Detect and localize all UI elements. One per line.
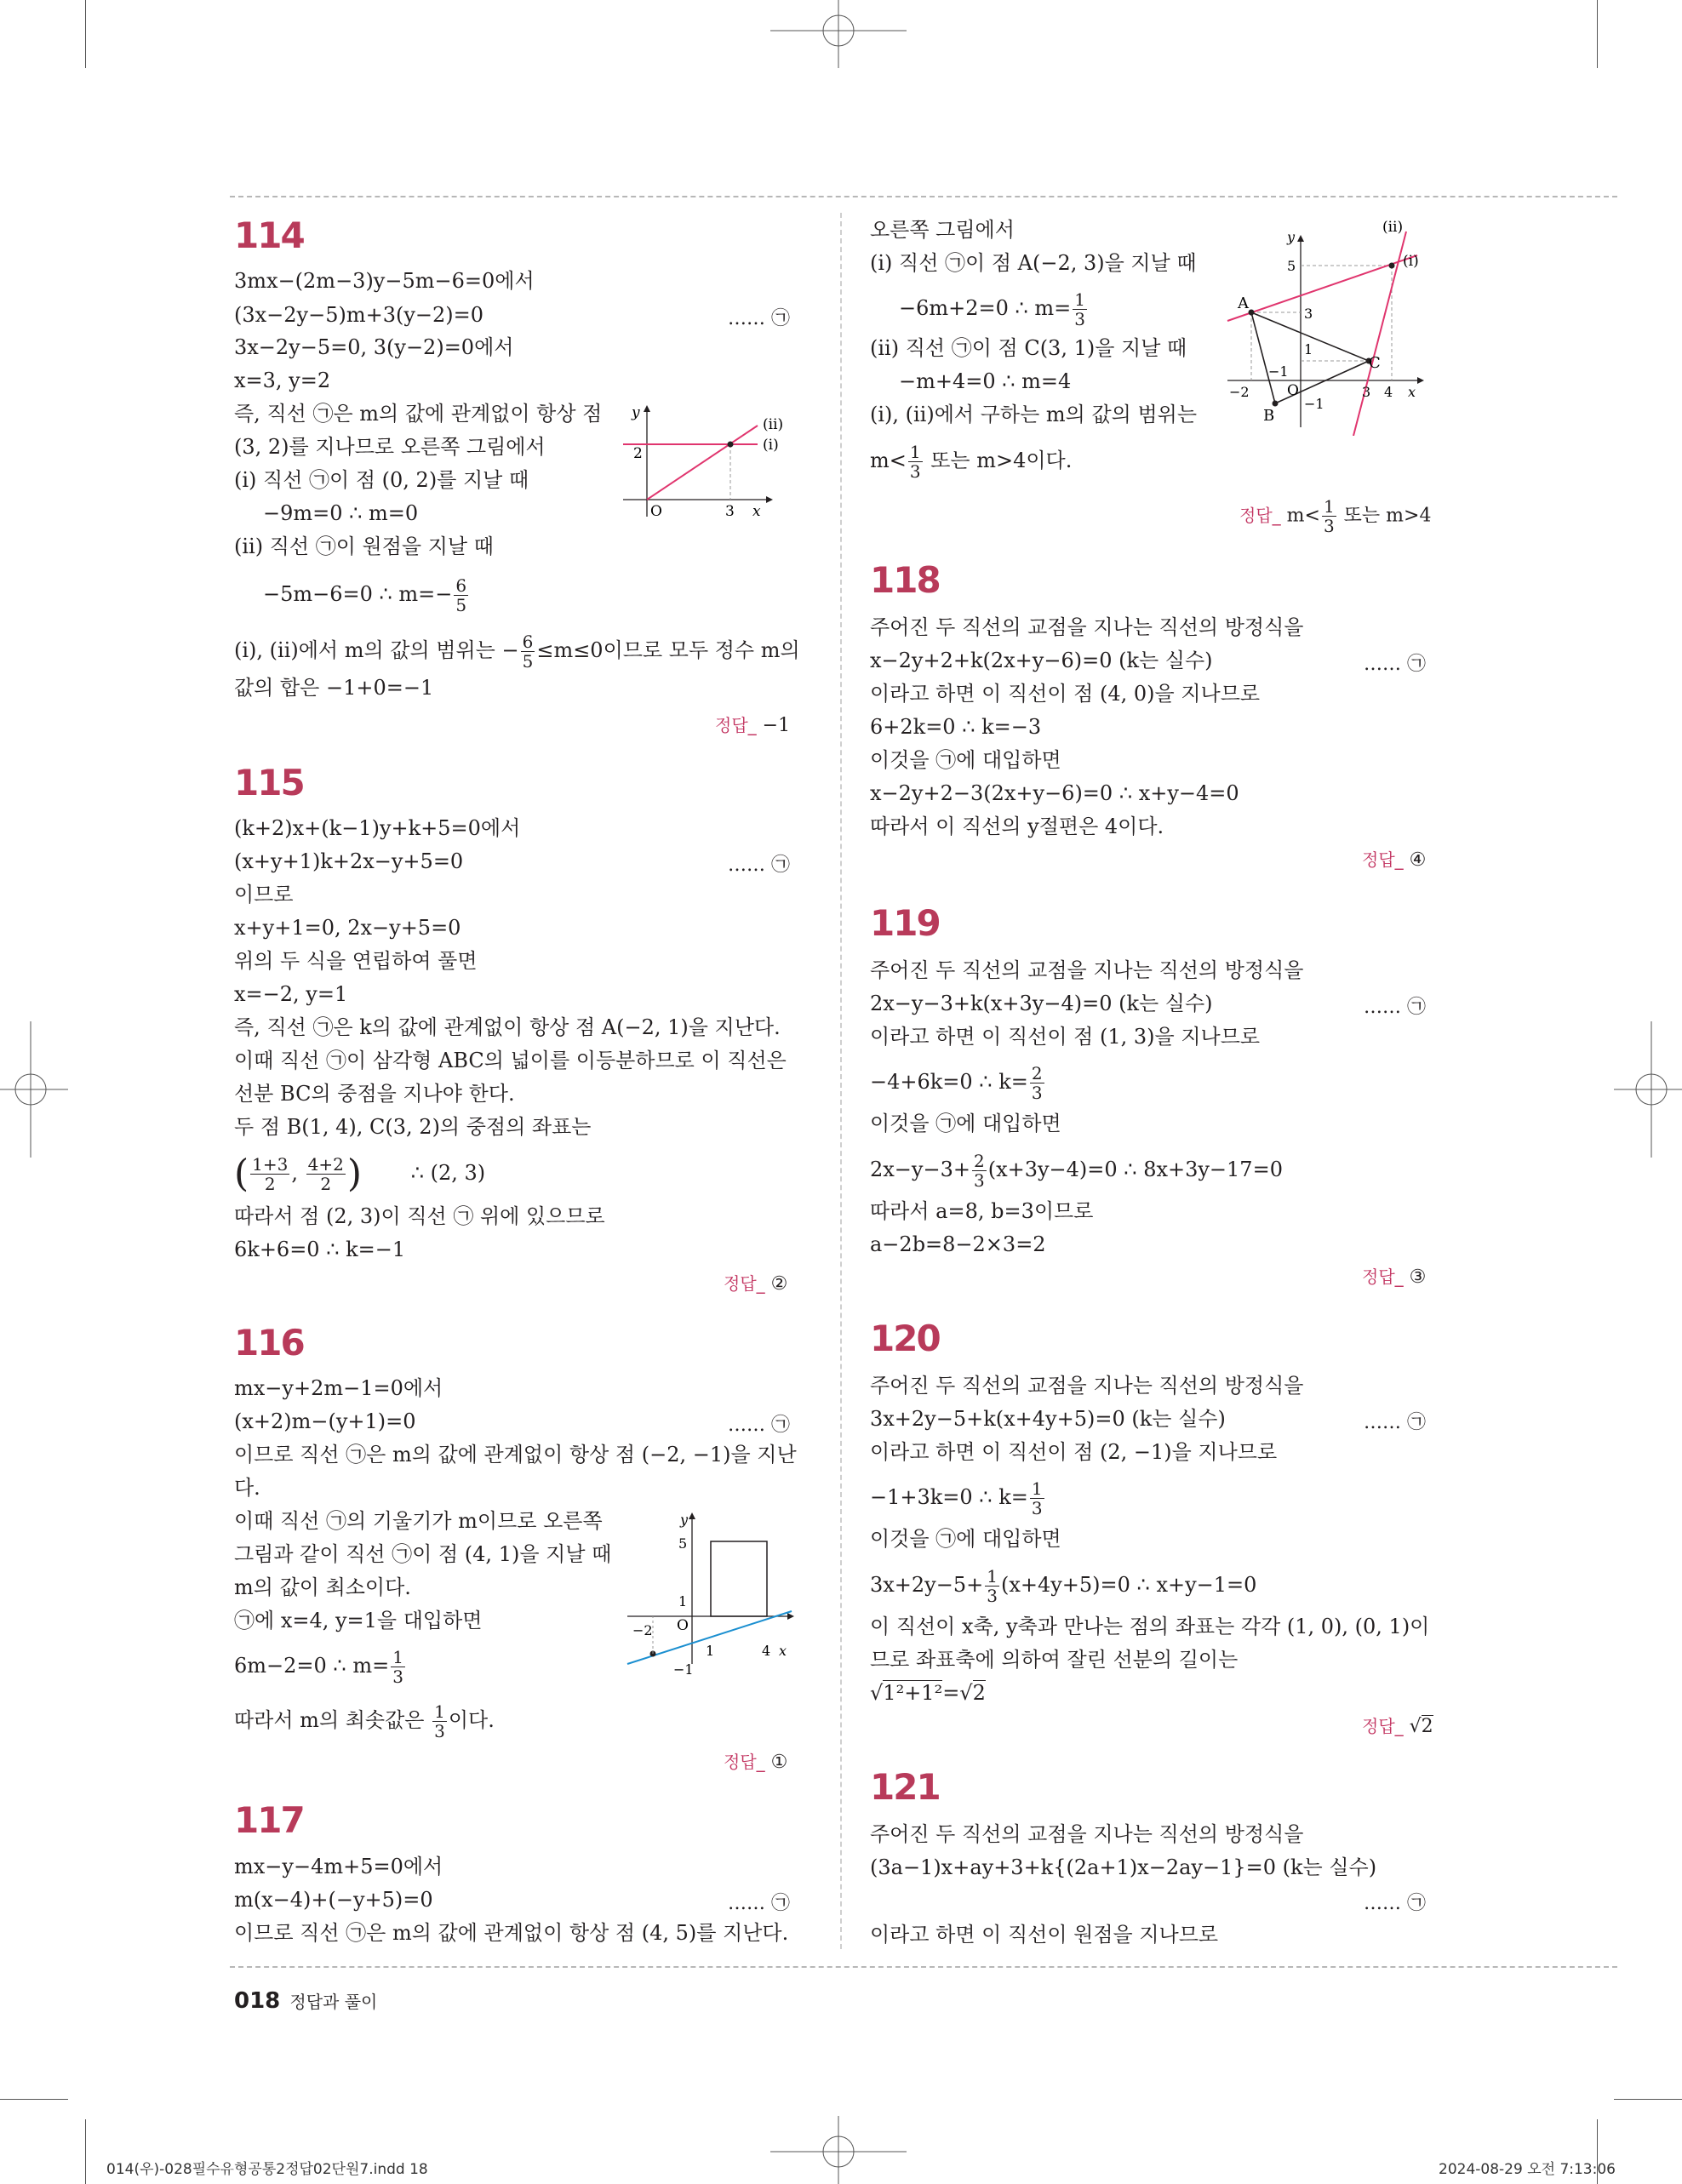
point-label: B	[1263, 407, 1275, 425]
equation-text: ∴ (2, 3)	[410, 1161, 486, 1185]
answer	[1362, 1263, 1426, 1288]
text-line: 이므로 직선 ㉠은 m의 값에 관계없이 항상 점 (−2, −1)을 지난	[234, 1443, 797, 1466]
answer-value: −1	[762, 715, 791, 736]
equation-text: 따라서 m의 최솟값은	[234, 1708, 425, 1732]
radicand: 1²+1²	[883, 1681, 943, 1705]
equation-mark: …… ㉠	[1364, 1412, 1426, 1433]
numerator: 1	[1031, 1478, 1043, 1499]
axis-label: x	[752, 503, 761, 520]
equation-text: (x+4y+5)=0 ∴ x+y−1=0	[1000, 1573, 1257, 1597]
text-line	[870, 1064, 1046, 1102]
text-line: ㉠에 x=4, y=1을 대입하면	[234, 1609, 483, 1632]
text-line: (ⅱ) 직선 ㉠이 점 C(3, 1)을 지날 때	[870, 336, 1187, 360]
text-line: 이라고 하면 이 직선이 원점을 지나므로	[870, 1923, 1219, 1947]
answer-label: 정답_	[724, 1752, 765, 1772]
numerator: 1+3	[252, 1154, 289, 1175]
page-number: 018	[234, 1988, 281, 2014]
tick-label: 3	[725, 503, 735, 520]
answer	[724, 1748, 787, 1773]
answer	[724, 1270, 787, 1295]
text-line: 주어진 두 직선의 교점을 지나는 직선의 방정식을	[870, 615, 1304, 639]
equation-text: −1+3k=0 ∴ k=	[870, 1485, 1028, 1509]
answer-label: 정답_	[724, 1273, 765, 1294]
answer-value: ①	[770, 1752, 788, 1773]
registration-mark-left	[0, 1021, 68, 1158]
text-line: (3, 2)를 지나므로 오른쪽 그림에서	[234, 435, 546, 459]
text-line	[234, 632, 800, 671]
tick-label: 2	[633, 445, 643, 462]
fraction	[391, 1648, 405, 1686]
text-line: 므로 좌표축에 의하여 잘린 선분의 길이는	[870, 1648, 1239, 1672]
text-line: 다.	[234, 1476, 260, 1500]
text-line: 즉, 직선 ㉠은 m의 값에 관계없이 항상 점	[234, 402, 603, 426]
text-line	[263, 576, 470, 615]
answer-value: ③	[1409, 1266, 1427, 1288]
numerator: 1	[987, 1566, 998, 1587]
axis-label: y	[680, 1512, 689, 1528]
text-line: 두 점 B(1, 4), C(3, 2)의 중점의 좌표는	[234, 1115, 592, 1139]
graph-116	[626, 1511, 796, 1681]
top-divider	[230, 196, 1617, 197]
sqrt-sign: √	[870, 1681, 884, 1705]
numerator: 4+2	[307, 1154, 344, 1175]
text-line: 이때 직선 ㉠의 기울기가 m이므로 오른쪽	[234, 1509, 603, 1533]
tick-label: −1	[1304, 396, 1324, 412]
text-line: x=−2, y=1	[234, 982, 348, 1006]
comma: ,	[291, 1161, 299, 1185]
answer-label: 정답_	[715, 715, 757, 735]
sqrt-sign: √	[959, 1681, 973, 1705]
equation-mark: …… ㉠	[1364, 1893, 1426, 1914]
fraction	[521, 632, 535, 671]
fraction	[306, 1155, 346, 1193]
text-line: 따라서 이 직선의 y절편은 4이다.	[870, 815, 1164, 838]
axis-label: y	[1287, 229, 1296, 245]
equation-mark: …… ㉠	[728, 1893, 790, 1914]
fraction	[1030, 1064, 1044, 1102]
problem-number: 116	[234, 1322, 304, 1364]
crop-mark	[0, 2099, 68, 2100]
denominator: 5	[455, 595, 467, 615]
problem-number: 121	[870, 1766, 940, 1808]
text-line	[234, 1648, 407, 1686]
text-line: x=3, y=2	[234, 369, 331, 392]
registration-mark-right	[1614, 1021, 1682, 1158]
registration-mark-top	[770, 0, 907, 68]
text-line: 주어진 두 직선의 교점을 지나는 직선의 방정식을	[870, 1822, 1304, 1846]
denominator: 3	[1031, 1083, 1043, 1103]
solution-body	[234, 1854, 796, 1956]
text-line: m의 값이 최소이다.	[234, 1575, 411, 1599]
text-line: 주어진 두 직선의 교점을 지나는 직선의 방정식을	[870, 1374, 1304, 1398]
text-line: 즉, 직선 ㉠은 k의 값에 관계없이 항상 점 A(−2, 1)을 지난다.	[234, 1015, 781, 1039]
fraction	[454, 576, 468, 615]
page-label: 정답과 풀이	[289, 1992, 378, 2012]
text-line: (x+2)m−(y+1)=0	[234, 1409, 416, 1433]
tick-label: 5	[678, 1535, 688, 1552]
graph-117	[1226, 214, 1430, 436]
text-line: mx−y−4m+5=0에서	[234, 1855, 443, 1878]
denominator: 3	[909, 461, 921, 482]
answer-value: 2	[1421, 1716, 1433, 1737]
text-line: (ⅰ) 직선 ㉠이 점 (0, 2)를 지날 때	[234, 468, 529, 492]
text-line: 3x+2y−5+k(x+4y+5)=0 (k는 실수)	[870, 1407, 1226, 1431]
line-label: (ⅱ)	[1382, 219, 1404, 236]
problem-number: 120	[870, 1318, 940, 1359]
denominator: 3	[1323, 516, 1335, 536]
numerator: 2	[973, 1151, 985, 1171]
text-line: 선분 BC의 중점을 지나야 한다.	[234, 1082, 515, 1106]
axis-label: x	[779, 1643, 787, 1659]
answer-label: 정답_	[1362, 1716, 1404, 1736]
problem-number: 115	[234, 762, 304, 803]
text-line	[234, 1702, 495, 1741]
text-line: m(x−4)+(−y+5)=0	[234, 1888, 433, 1912]
equation-mark: …… ㉠	[728, 855, 790, 876]
origin-label: O	[650, 503, 662, 520]
sqrt-sign: √	[1409, 1716, 1422, 1737]
equation-mark: …… ㉠	[1364, 654, 1426, 675]
numerator: 6	[522, 632, 534, 652]
text-line: 6k+6=0 ∴ k=−1	[234, 1238, 406, 1261]
text-line: 3mx−(2m−3)y−5m−6=0에서	[234, 269, 535, 293]
equation-mark: …… ㉠	[728, 308, 790, 329]
text-line: 이 직선이 x축, y축과 만나는 점의 좌표는 각각 (1, 0), (0, 1)이	[870, 1615, 1430, 1638]
problem-number: 118	[870, 559, 940, 601]
numerator: 1	[1323, 496, 1335, 517]
page-footer	[234, 1988, 377, 2014]
text-line: 6+2k=0 ∴ k=−3	[870, 715, 1042, 739]
origin-label: O	[677, 1617, 689, 1634]
axis-label: y	[632, 404, 640, 421]
crop-mark	[1614, 2099, 1682, 2100]
tick-label: −2	[632, 1622, 653, 1638]
line-label: (ⅰ)	[1403, 253, 1419, 270]
text-line: 주어진 두 직선의 교점을 지나는 직선의 방정식을	[870, 958, 1304, 982]
paren: (	[234, 1152, 249, 1196]
text-line: a−2b=8−2×3=2	[870, 1232, 1046, 1256]
text-line: x−2y+2−3(2x+y−6)=0 ∴ x+y−4=0	[870, 781, 1239, 805]
tick-label: 1	[706, 1643, 715, 1659]
text-line: 이것을 ㉠에 대입하면	[870, 748, 1061, 772]
fraction	[985, 1567, 999, 1605]
text-line: 위의 두 식을 연립하여 풀면	[234, 949, 478, 973]
denominator: 3	[1074, 309, 1086, 329]
equation-text: =	[942, 1681, 960, 1705]
answer	[1239, 497, 1431, 535]
text-line: −9m=0 ∴ m=0	[263, 501, 419, 525]
tick-label: 3	[1304, 306, 1313, 322]
fraction	[1322, 497, 1336, 535]
column-divider	[840, 213, 842, 1949]
equation-text: 3x+2y−5+	[870, 1573, 984, 1597]
text-line: (ⅱ) 직선 ㉠이 원점을 지날 때	[234, 535, 494, 558]
text-line: (3x−2y−5)m+3(y−2)=0	[234, 303, 484, 327]
text-line: 이라고 하면 이 직선이 점 (4, 0)을 지나므로	[870, 682, 1261, 706]
text-line	[870, 1152, 1283, 1190]
origin-label: O	[1287, 382, 1299, 399]
answer-label: 정답_	[1362, 1266, 1404, 1287]
equation-text: 6m−2=0 ∴ m=	[234, 1654, 390, 1678]
answer-label: 정답_	[1239, 505, 1281, 526]
equation-text: −6m+2=0 ∴ m=	[899, 296, 1072, 320]
text-line: x+y+1=0, 2x−y+5=0	[234, 916, 461, 940]
axis-label: x	[1408, 384, 1416, 400]
crop-mark	[85, 0, 86, 68]
text-line: 이때 직선 ㉠이 삼각형 ABC의 넓이를 이등분하므로 이 직선은	[234, 1049, 787, 1072]
crop-mark	[85, 2119, 86, 2184]
equation-text: 이다.	[448, 1708, 495, 1732]
equation-text: m<	[870, 449, 907, 472]
solution-body	[870, 958, 1432, 1264]
text-line: 이라고 하면 이 직선이 점 (2, −1)을 지나므로	[870, 1440, 1278, 1464]
problem-number: 117	[234, 1799, 304, 1841]
text-line: 따라서 점 (2, 3)이 직선 ㉠ 위에 있으므로	[234, 1204, 605, 1228]
text-line: 값의 합은 −1+0=−1	[234, 676, 434, 700]
equation-text: 2x−y−3+	[870, 1158, 970, 1181]
numerator: 2	[1031, 1063, 1043, 1083]
numerator: 6	[455, 575, 467, 596]
problem-number: 114	[234, 214, 304, 256]
text-line: 이라고 하면 이 직선이 점 (1, 3)을 지나므로	[870, 1025, 1261, 1049]
equation-text: (ⅰ), (ⅱ)에서 m의 값의 범위는 −	[234, 638, 519, 662]
text-line	[234, 1147, 485, 1198]
text-line	[870, 1567, 1256, 1605]
registration-mark-bottom	[770, 2116, 907, 2184]
text-line: (ⅰ) 직선 ㉠이 점 A(−2, 3)을 지날 때	[870, 251, 1197, 275]
line-label: (ⅱ)	[763, 416, 784, 433]
tick-label: 4	[1384, 384, 1393, 400]
fraction	[1073, 290, 1087, 329]
text-line: 이므로 직선 ㉠은 m의 값에 관계없이 항상 점 (4, 5)를 지난다.	[234, 1921, 789, 1945]
point-label: C	[1369, 354, 1381, 372]
numerator: 1	[909, 442, 921, 462]
text-line: 따라서 a=8, b=3이므로	[870, 1199, 1094, 1223]
print-timestamp: 2024-08-29 오전 7:13:06	[1439, 2161, 1616, 2178]
equation-text: 또는 m>4이다.	[924, 449, 1073, 472]
equation-mark: …… ㉠	[728, 1415, 790, 1436]
text-line: −m+4=0 ∴ m=4	[899, 369, 1072, 393]
denominator: 5	[522, 651, 534, 672]
text-line: 2x−y−3+k(x+3y−4)=0 (k는 실수)	[870, 992, 1213, 1015]
denominator: 3	[987, 1586, 998, 1606]
problem-number: 119	[870, 902, 940, 944]
text-line: 그림과 같이 직선 ㉠이 점 (4, 1)을 지날 때	[234, 1542, 612, 1566]
text-line: 이것을 ㉠에 대입하면	[870, 1112, 1061, 1135]
solution-body	[234, 815, 796, 1275]
fraction	[432, 1702, 447, 1741]
text-line: (ⅰ), (ⅱ)에서 구하는 m의 값의 범위는	[870, 403, 1198, 426]
answer-value: ②	[770, 1273, 788, 1295]
numerator: 1	[1074, 289, 1086, 310]
equation-text: (x+3y−4)=0 ∴ 8x+3y−17=0	[987, 1158, 1283, 1181]
text-line: (3a−1)x+ay+3+k{(2a+1)x−2ay−1}=0 (k는 실수)	[870, 1855, 1377, 1879]
solution-body	[870, 1373, 1432, 1713]
tick-label: 1	[1304, 341, 1313, 357]
graph-114	[613, 402, 792, 525]
answer	[1362, 846, 1426, 871]
text-line: 이므로	[234, 883, 294, 906]
answer	[1362, 1712, 1433, 1737]
radicand: 2	[972, 1681, 986, 1705]
tick-label: −2	[1229, 384, 1250, 400]
text-line: 오른쪽 그림에서	[870, 218, 1015, 242]
text-line	[870, 1680, 986, 1706]
text-line	[870, 443, 1072, 481]
denominator: 3	[1031, 1498, 1043, 1518]
denominator: 3	[973, 1170, 985, 1191]
tick-label: −1	[673, 1661, 694, 1678]
equation-text: −5m−6=0 ∴ m=−	[263, 582, 453, 606]
denominator: 3	[392, 1667, 403, 1687]
tick-label: −1	[1268, 363, 1289, 380]
fraction	[908, 443, 923, 481]
equation-text: −4+6k=0 ∴ k=	[870, 1070, 1028, 1094]
answer	[715, 712, 790, 736]
text-line: (x+y+1)k+2x−y+5=0	[234, 849, 464, 873]
text-line: 이것을 ㉠에 대입하면	[870, 1527, 1061, 1551]
bottom-divider	[230, 1966, 1617, 1968]
text-line: x−2y+2+k(2x+y−6)=0 (k는 실수)	[870, 649, 1213, 672]
text-line	[870, 1479, 1046, 1518]
solution-body	[870, 1821, 1432, 1958]
answer-value: m<	[1286, 505, 1320, 527]
fraction	[972, 1152, 987, 1190]
answer-value: 또는 m>4	[1337, 505, 1432, 527]
denominator: 2	[264, 1174, 276, 1194]
point-label: A	[1238, 294, 1249, 312]
paren: )	[346, 1152, 363, 1196]
crop-mark	[1597, 0, 1598, 68]
tick-label: 4	[762, 1643, 771, 1659]
denominator: 2	[320, 1174, 332, 1194]
tick-label: 5	[1287, 258, 1296, 274]
fraction	[1030, 1479, 1044, 1518]
answer-value: ④	[1409, 849, 1427, 871]
text-line: mx−y+2m−1=0에서	[234, 1376, 443, 1400]
numerator: 1	[434, 1701, 445, 1722]
text-line: (k+2)x+(k−1)y+k+5=0에서	[234, 816, 521, 840]
text-line: 3x−2y−5=0, 3(y−2)=0에서	[234, 335, 514, 359]
fraction	[250, 1155, 289, 1193]
equation-text: ≤m≤0이므로 모두 정수 m의	[536, 638, 800, 662]
numerator: 1	[392, 1647, 403, 1667]
text-line	[899, 290, 1089, 329]
denominator: 3	[434, 1721, 445, 1741]
tick-label: 1	[678, 1593, 688, 1609]
answer-label: 정답_	[1362, 849, 1404, 870]
line-label: (ⅰ)	[763, 437, 779, 454]
file-info: 014(우)-028필수유형공통2정답02단원7.indd 18	[106, 2161, 428, 2178]
solution-body	[870, 615, 1432, 853]
equation-mark: …… ㉠	[1364, 997, 1426, 1018]
tick-label: 3	[1362, 384, 1371, 400]
